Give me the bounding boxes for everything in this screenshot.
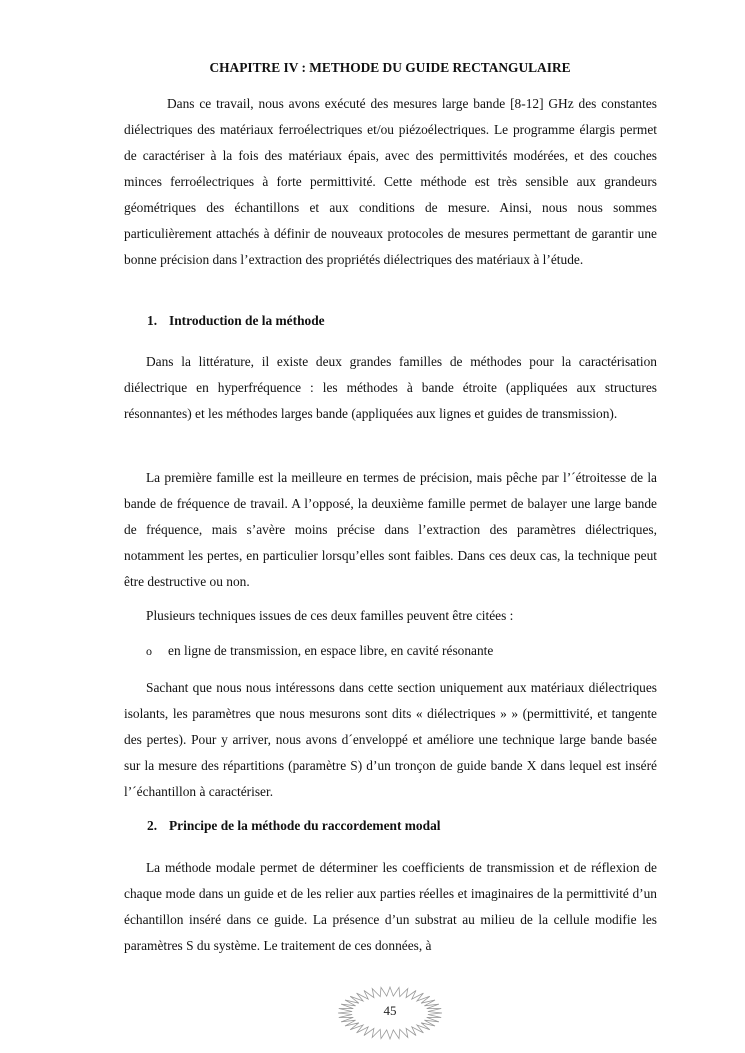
- section-1-title: Introduction de la méthode: [169, 313, 325, 328]
- section-2-number: 2.: [147, 818, 158, 833]
- bullet-text: en ligne de transmission, en espace libre, en cavité résonante: [168, 643, 494, 658]
- section-1-closing-paragraph: Sachant que nous nous intéressons dans cette section uniquement aux matériaux diélectriques isolants, les paramètres que nous mesurons sont dits « diélectriques » » (permittivité, et tangente des pertes). Pour y arriver, nous avons d´enveloppé et améliore une technique large bande basée sur la mesure des répartitions (paramètre S) d’un tronçon de guide bande X dans lequel est inséré l’´échantillon à caractériser.: [124, 680, 657, 799]
- section-1-paragraph-1: Dans la littérature, il existe deux grandes familles de méthodes pour la caractérisation diélectrique en hyperfréquence : les méthodes à bande étroite (appliquées aux structures résonnantes) et les méthodes larges bande (appliquées aux lignes et guides de transmission).: [124, 354, 657, 421]
- chapter-title: CHAPITRE IV : METHODE DU GUIDE RECTANGULAIRE: [209, 60, 571, 75]
- intro-paragraph: Dans ce travail, nous avons exécuté des mesures large bande [8-12] GHz des constantes diélectriques des matériaux ferroélectriques et/ou piézoélectriques. Le programme élargis permet de caractériser à la fois des matériaux épais, avec des permittivités modérées, et des couches minces ferroélectriques à forte permittivité. Cette méthode est très sensible aux grandeurs géométriques des échantillons et aux conditions de mesure. Ainsi, nous nous sommes particulièrement attachés à définir de nouveaux protocoles de mesures permettant de garantir une bonne précision dans l’extraction des propriétés diélectriques des matériaux à l’étude.: [124, 96, 657, 267]
- section-1-paragraph-3: Plusieurs techniques issues de ces deux familles peuvent être citées :: [146, 608, 514, 623]
- section-1-heading: [147, 311, 325, 331]
- section-1-number: 1.: [147, 313, 158, 328]
- section-2-title: Principe de la méthode du raccordement modal: [169, 818, 441, 833]
- bullet-item: [146, 641, 493, 661]
- section-2-paragraph: La méthode modale permet de déterminer les coefficients de transmission et de réflexion de chaque mode dans un guide et de les relier aux parties réelles et imaginaires de la permittivité d’un échantillon inséré dans ce guide. La présence d’un substrat au milieu de la cellule modifie les paramètres S du système. Le traitement de ces données, à: [124, 860, 657, 953]
- page-number: 45: [383, 1003, 397, 1018]
- section-1-paragraph-2: La première famille est la meilleure en termes de précision, mais pêche par l’´étroitesse de la bande de fréquence de travail. A l’opposé, la deuxième famille permet de balayer une large bande de fréquence, mais s’avère moins précise dans l’extraction des paramètres diélectriques, notamment les pertes, en particulier lorsqu’elles sont faibles. Dans ces deux cas, la technique peut être destructive ou non.: [124, 470, 657, 589]
- section-2-heading: [147, 816, 441, 836]
- circle-bullet-icon: o: [146, 644, 152, 658]
